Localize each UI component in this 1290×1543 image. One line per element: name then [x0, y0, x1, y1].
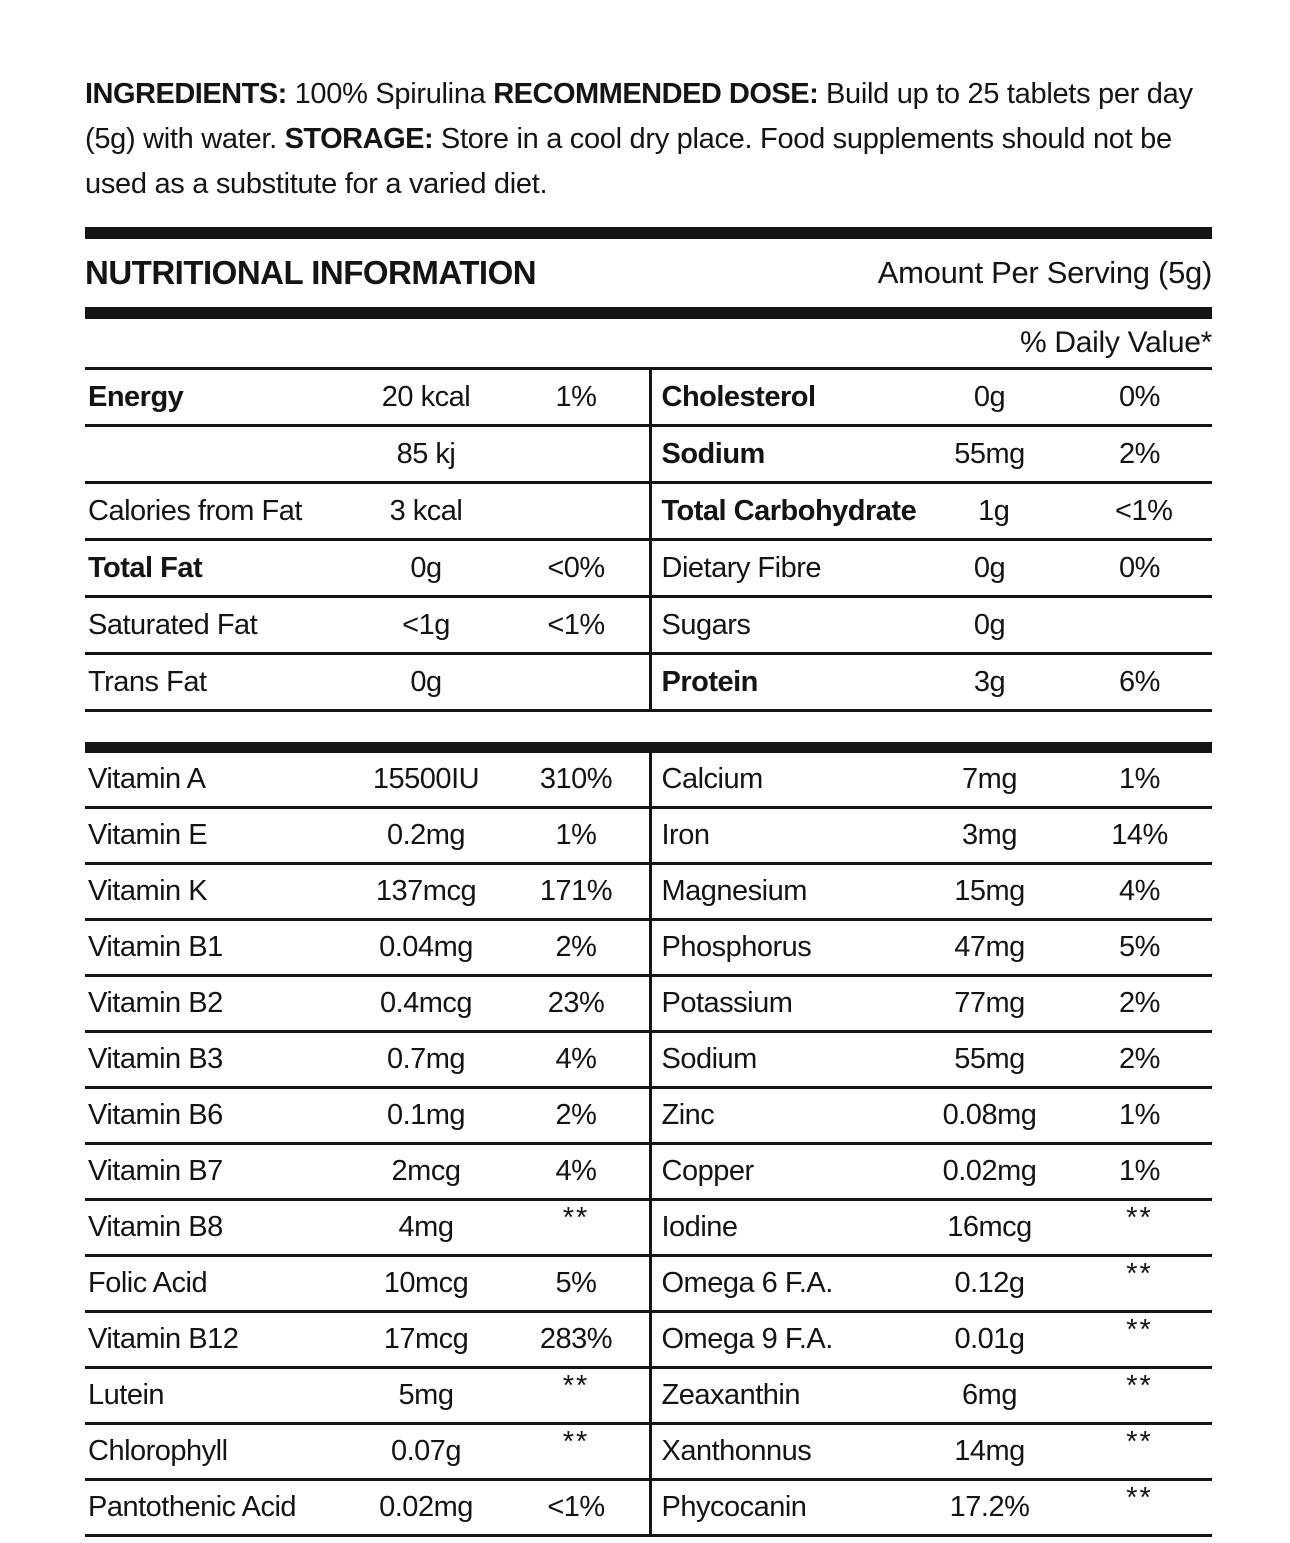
section-title: NUTRITIONAL INFORMATION [85, 254, 537, 291]
nutrient-label: Sodium [661, 1043, 757, 1075]
section-header [85, 239, 1212, 307]
nutrient-percent: 6% [1119, 665, 1160, 698]
nutrient-label: Dietary Fibre [661, 551, 821, 584]
nutrient-amount: 47mg [954, 931, 1025, 963]
table-row [85, 1425, 649, 1481]
table-row [85, 1313, 649, 1369]
nutrient-percent: 5% [1119, 931, 1160, 963]
nutrient-label: Chlorophyll [88, 1435, 228, 1467]
micros-left-column [85, 753, 649, 1537]
nutrient-label: Sugars [661, 608, 751, 641]
table-row [652, 1313, 1213, 1369]
table-row [652, 1481, 1213, 1537]
nutrient-percent: <1% [1115, 494, 1173, 527]
nutrient-amount: 85 kj [396, 437, 456, 470]
nutrient-amount: 5mg [398, 1379, 454, 1411]
nutrient-label: Copper [661, 1155, 754, 1187]
table-row [85, 753, 649, 809]
nutrient-amount: 0.2mg [386, 819, 466, 851]
nutrient-label: Vitamin B3 [88, 1043, 223, 1075]
nutrient-label: Iron [661, 819, 710, 851]
nutrient-percent: 1% [1119, 1155, 1160, 1187]
nutrient-percent: 283% [539, 1323, 613, 1355]
nutrient-percent: 1% [1119, 1099, 1160, 1131]
nutrient-amount: 14mg [954, 1435, 1025, 1467]
nutrient-label: Zinc [661, 1099, 715, 1131]
nutrient-amount: 2mcg [391, 1155, 461, 1187]
table-row [652, 1089, 1213, 1145]
nutrient-amount: 3mg [962, 819, 1017, 851]
nutrient-amount: 6mg [962, 1379, 1017, 1411]
nutrient-amount: 15mg [954, 875, 1025, 907]
nutrient-amount: 0g [973, 608, 1006, 641]
nutrient-amount: 77mg [954, 987, 1025, 1019]
nutrient-percent: 14% [1111, 819, 1168, 851]
nutrient-percent: 171% [539, 875, 613, 907]
nutrient-amount: 0.01g [954, 1323, 1025, 1355]
nutrient-percent: ** [1126, 1370, 1153, 1402]
nutrient-amount: 0.7mg [386, 1043, 466, 1075]
table-row [85, 921, 649, 977]
nutrient-amount: 17.2% [949, 1491, 1030, 1523]
table-row [652, 809, 1213, 865]
nutrient-percent: 2% [1119, 1043, 1160, 1075]
table-row [652, 977, 1213, 1033]
nutrient-percent: ** [562, 1202, 590, 1234]
nutrient-label: Lutein [88, 1379, 165, 1411]
table-row [85, 1201, 649, 1257]
nutrient-label: Folic Acid [88, 1267, 208, 1299]
nutrient-percent: 2% [555, 931, 597, 963]
nutrient-amount: 0.1mg [386, 1099, 466, 1131]
nutrient-amount: 0.4mcg [379, 987, 473, 1019]
nutrient-label: Calcium [661, 763, 763, 795]
micros-divider-bar [85, 742, 1212, 753]
nutrient-percent: 0% [1119, 551, 1160, 584]
nutrient-percent: ** [1126, 1202, 1153, 1234]
nutrient-amount: 55mg [954, 437, 1025, 470]
table-row [85, 1033, 649, 1089]
nutrient-percent: <1% [547, 608, 605, 641]
nutrient-percent: 2% [1119, 437, 1160, 470]
nutrient-amount: 0.07g [390, 1435, 462, 1467]
nutrient-amount: 0g [973, 380, 1006, 413]
nutrient-label: Vitamin K [88, 875, 208, 907]
daily-value-text: % Daily Value* [1019, 326, 1212, 359]
nutrient-label: Saturated Fat [88, 608, 258, 641]
nutrient-label: Calories from Fat [88, 494, 302, 527]
nutrient-percent: 5% [555, 1267, 597, 1299]
nutrient-percent: 310% [539, 763, 613, 795]
nutrient-percent: 2% [555, 1099, 597, 1131]
section-gap [85, 712, 1212, 742]
nutrient-label: Omega 6 F.A. [661, 1267, 833, 1299]
table-row [652, 1201, 1213, 1257]
table-row [652, 427, 1213, 484]
nutrient-amount: 3 kcal [389, 494, 463, 527]
table-row [85, 1369, 649, 1425]
table-row [652, 1369, 1213, 1425]
table-row [85, 809, 649, 865]
nutrient-amount: 0g [410, 551, 442, 584]
macros-left-column [85, 370, 649, 712]
nutrient-label: Vitamin B8 [88, 1211, 223, 1243]
nutrient-percent: 1% [1119, 763, 1160, 795]
micronutrients-table [85, 753, 1212, 1537]
nutrient-percent: 1% [555, 380, 597, 413]
storage-text: Store in a cool dry place. Food supplements should not be used as a substitute for a varied diet. [85, 123, 1172, 200]
nutrient-label: Magnesium [661, 875, 807, 907]
recommended-dose-text: Build up to 25 tablets per day (5g) with water. [85, 78, 1193, 155]
nutrient-percent: 4% [555, 1155, 597, 1187]
recommended-dose-label: RECOMMENDED DOSE: [493, 78, 819, 110]
table-row [85, 598, 649, 655]
nutrient-amount: 55mg [954, 1043, 1025, 1075]
nutrient-amount: 4mg [398, 1211, 454, 1243]
nutrient-percent: 2% [1119, 987, 1160, 1019]
header-divider-bar [85, 307, 1212, 319]
nutrient-amount: 3g [973, 665, 1006, 698]
table-row [652, 753, 1213, 809]
nutrient-amount: <1g [402, 608, 450, 641]
table-row [85, 1089, 649, 1145]
nutrient-label: Phosphorus [661, 931, 812, 963]
macros-right-column [649, 370, 1213, 712]
nutrient-percent: 4% [555, 1043, 597, 1075]
nutrient-label: Potassium [661, 987, 793, 1019]
nutrient-amount: 0.02mg [379, 1491, 473, 1523]
nutrient-label: Vitamin B2 [88, 987, 223, 1019]
nutrient-label: Vitamin B7 [88, 1155, 223, 1187]
nutrient-amount: 0.04mg [379, 931, 473, 963]
top-divider-bar [85, 227, 1212, 239]
table-row [652, 370, 1213, 427]
nutrient-percent: ** [562, 1426, 590, 1458]
nutrient-label: Sodium [661, 437, 765, 470]
ingredients-text: 100% Spirulina [286, 78, 494, 110]
nutrient-percent: ** [1126, 1314, 1153, 1346]
nutrient-label: Vitamin B6 [88, 1099, 223, 1131]
nutrient-label: Protein [661, 665, 758, 698]
table-row [85, 977, 649, 1033]
nutrient-label: Vitamin B12 [88, 1323, 239, 1355]
nutrient-amount: 0.08mg [942, 1099, 1037, 1131]
macronutrients-table [85, 367, 1212, 712]
nutrient-amount: 0g [973, 551, 1006, 584]
nutrient-label: Omega 9 F.A. [661, 1323, 833, 1355]
nutrient-percent: 0% [1119, 380, 1160, 413]
nutrient-label: Pantothenic Acid [88, 1491, 297, 1523]
nutrient-percent: 1% [555, 819, 597, 851]
storage-label: STORAGE: [284, 123, 434, 155]
nutrient-label: Vitamin B1 [88, 931, 223, 963]
nutrient-label: Cholesterol [661, 380, 816, 413]
nutrient-percent: <0% [547, 551, 605, 584]
table-row [652, 921, 1213, 977]
table-row [85, 1145, 649, 1201]
nutrient-amount: 15500IU [372, 763, 480, 795]
nutrient-amount: 20 kcal [381, 380, 471, 413]
table-row [85, 1481, 649, 1537]
nutrient-percent: <1% [547, 1491, 605, 1523]
nutrient-amount: 17mcg [383, 1323, 469, 1355]
intro-paragraph [85, 72, 1212, 207]
nutrient-percent: ** [562, 1370, 590, 1402]
table-row [85, 865, 649, 921]
nutrient-label: Xanthonnus [661, 1435, 812, 1467]
nutrient-amount: 0.02mg [942, 1155, 1037, 1187]
nutrient-amount: 7mg [962, 763, 1017, 795]
nutrient-label: Total Carbohydrate [661, 494, 917, 527]
nutrient-label: Trans Fat [88, 665, 207, 698]
table-row [652, 1257, 1213, 1313]
nutrient-amount: 16mcg [947, 1211, 1032, 1243]
table-row [652, 598, 1213, 655]
table-row [85, 1257, 649, 1313]
nutrient-label: Total Fat [88, 551, 203, 584]
table-row [652, 1145, 1213, 1201]
table-row [85, 427, 649, 484]
nutrient-label: Vitamin E [88, 819, 208, 851]
table-row [652, 655, 1213, 712]
table-row [85, 655, 649, 712]
nutrient-amount: 1g [978, 494, 1010, 527]
table-row [85, 541, 649, 598]
table-row [652, 865, 1213, 921]
nutrient-amount: 10mcg [383, 1267, 469, 1299]
nutrient-percent: 4% [1119, 875, 1160, 907]
nutrient-amount: 137mcg [375, 875, 477, 907]
nutrient-label: Energy [88, 380, 184, 413]
nutrient-label: Zeaxanthin [661, 1379, 800, 1411]
nutrient-percent: 23% [547, 987, 605, 1019]
table-row [85, 370, 649, 427]
nutrient-amount: 0g [410, 665, 442, 698]
micros-right-column [649, 753, 1213, 1537]
table-row [85, 484, 649, 541]
amount-per-serving: Amount Per Serving (5g) [877, 255, 1212, 290]
nutrient-percent: ** [1126, 1426, 1153, 1458]
ingredients-label: INGREDIENTS: [85, 78, 287, 110]
daily-value-note [85, 319, 1212, 367]
nutrient-label: Iodine [661, 1211, 738, 1243]
nutrient-percent: ** [1126, 1258, 1153, 1290]
nutrient-amount: 0.12g [954, 1267, 1025, 1299]
nutrient-label: Phycocanin [661, 1491, 807, 1523]
table-row [652, 484, 1213, 541]
table-row [652, 1425, 1213, 1481]
table-row [652, 1033, 1213, 1089]
nutrient-label: Vitamin A [88, 763, 206, 795]
nutrient-percent: ** [1126, 1482, 1153, 1514]
table-row [652, 541, 1213, 598]
